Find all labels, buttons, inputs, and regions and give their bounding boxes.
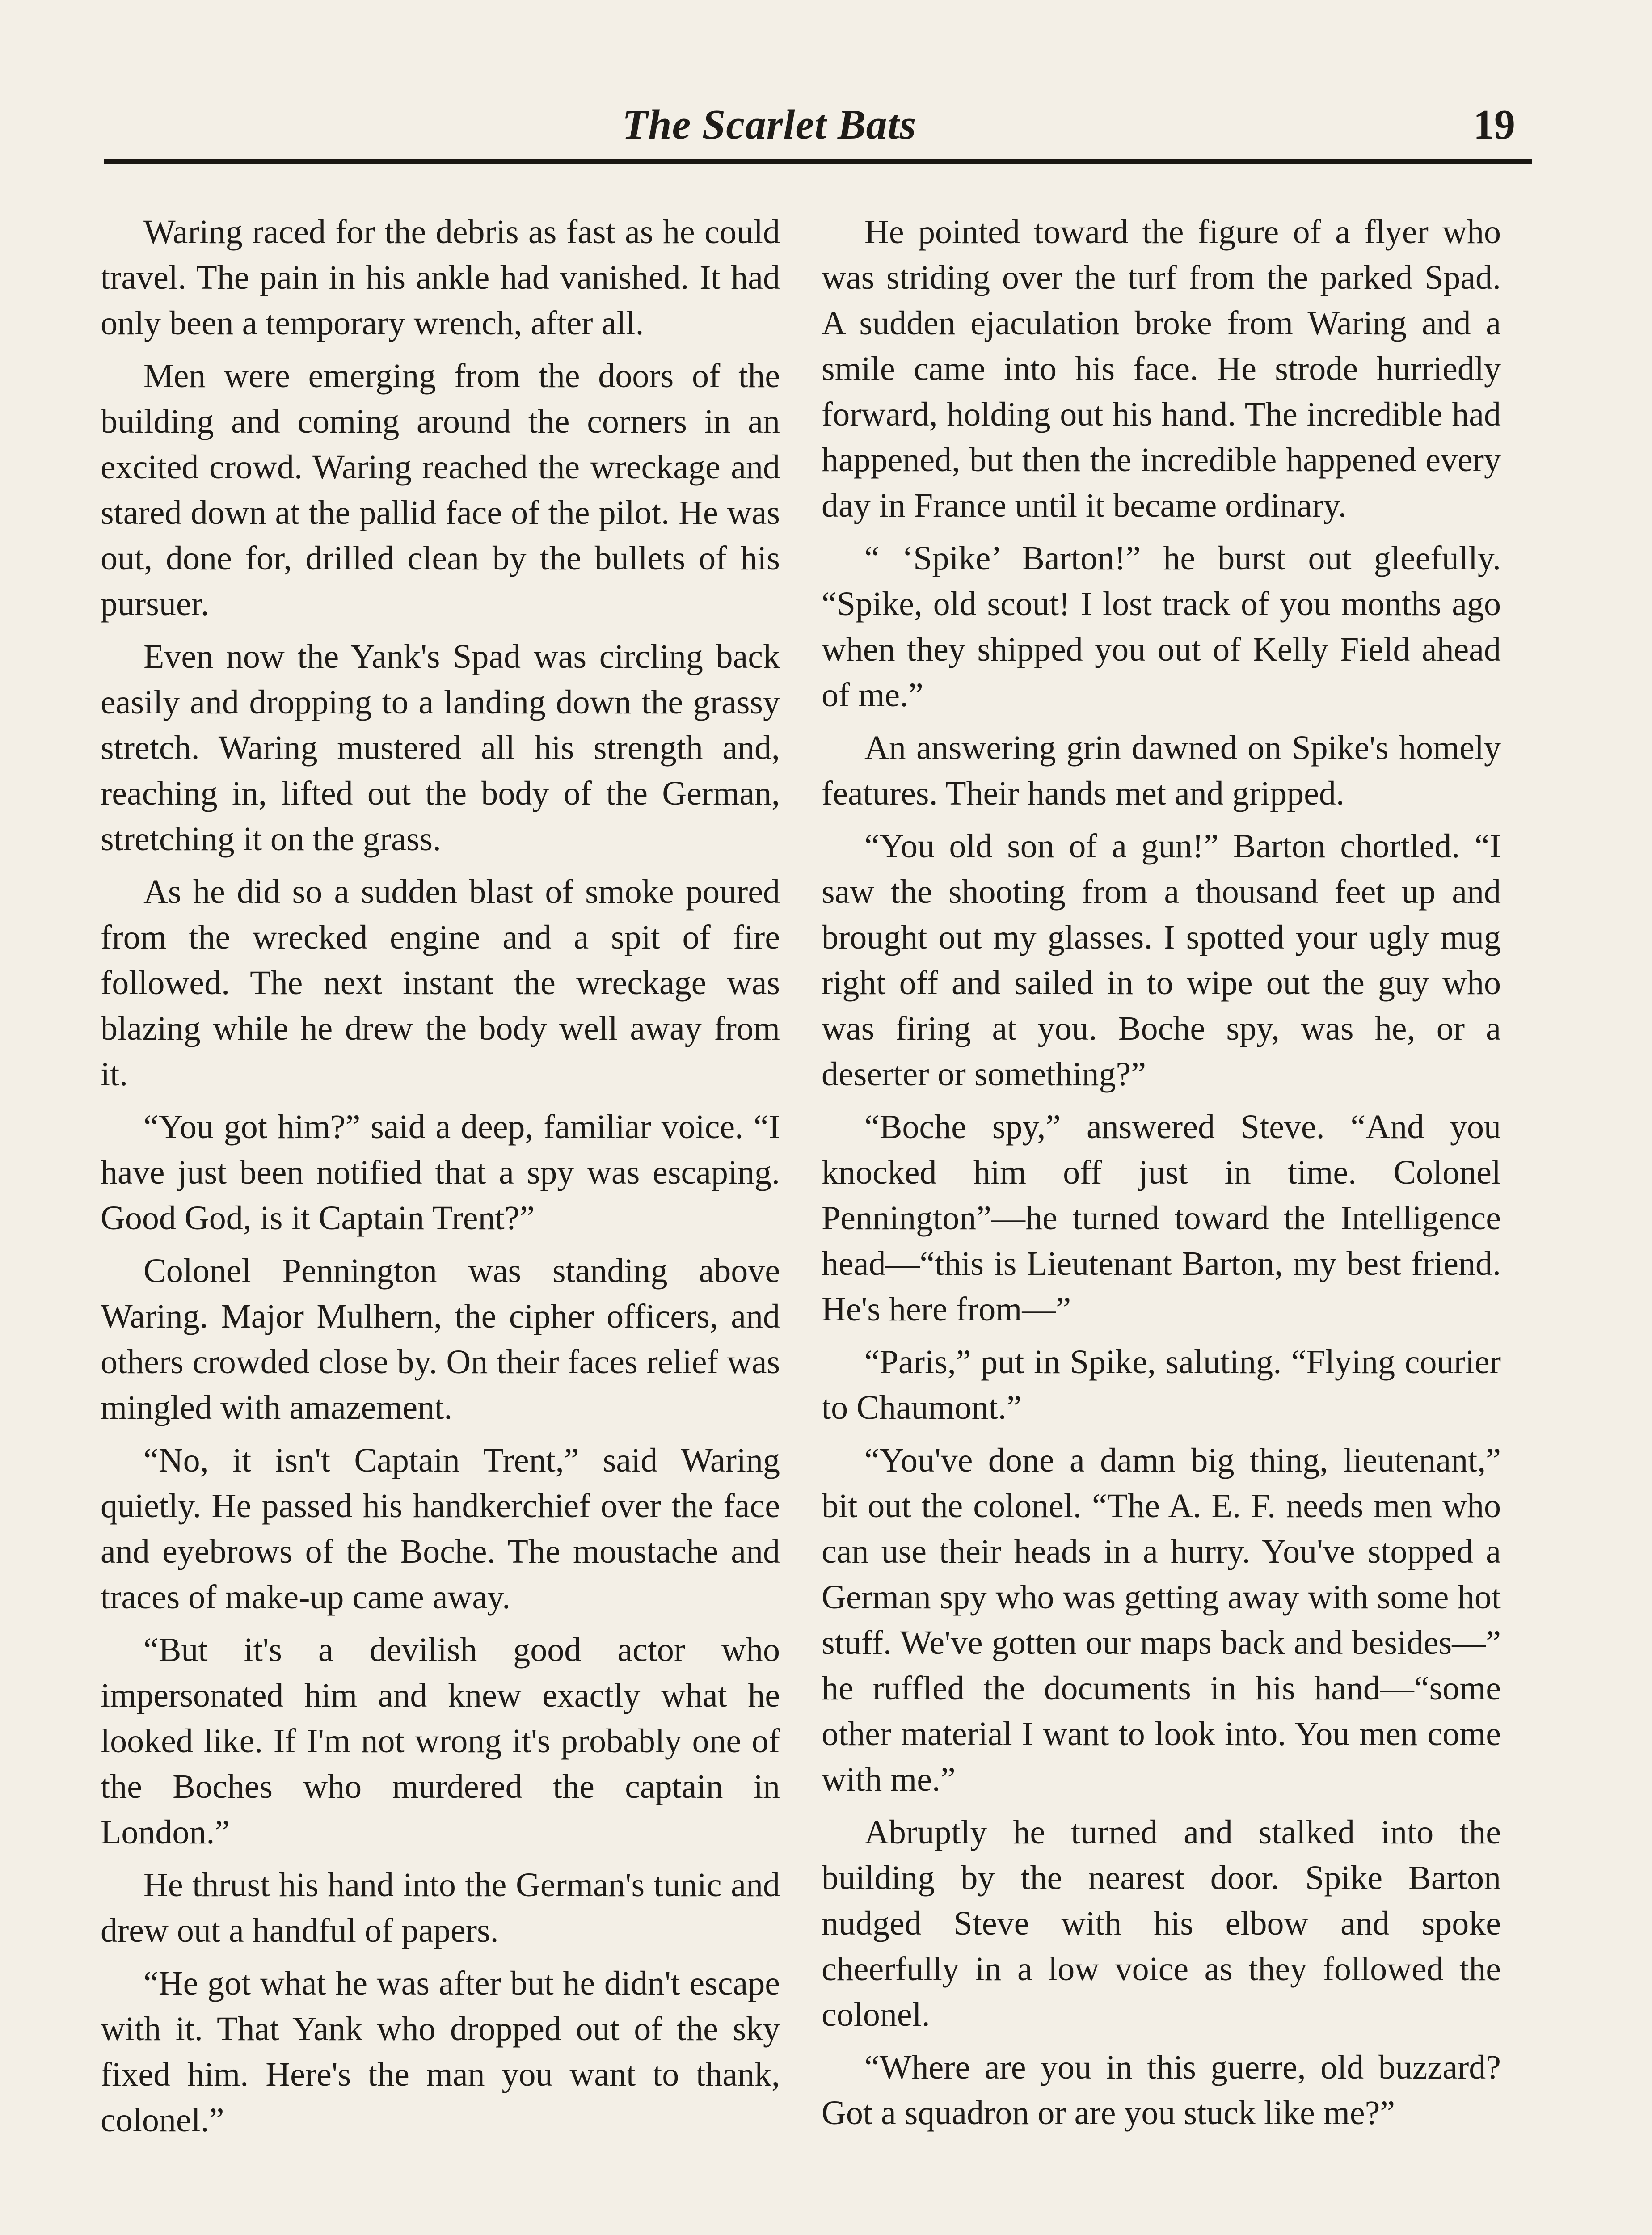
paragraph: “ ‘Spike’ Barton!” he burst out gleefully. “Spike, old scout! I lost track of you months ago when they shipped you out of Kelly Field ahead of me.” xyxy=(822,540,1501,714)
paragraph: Colonel Pennington was standing above Waring. Major Mulhern, the cipher officers, and others crowded close by. On their faces relief was mingled with amazement. xyxy=(101,1252,780,1426)
paragraph: An answering grin dawned on Spike's homely features. Their hands met and gripped. xyxy=(822,729,1501,812)
paragraph: Men were emerging from the doors of the building and coming around the corners in an excited crowd. Waring reached the wreckage and stared down at the pallid face of the pilot. He was out, done for, drilled clean by the bullets of his pursuer. xyxy=(101,357,780,623)
paragraph: “You've done a damn big thing, lieutenant,” bit out the colonel. “The A. E. F. needs men who can use their heads in a hurry. You've stopped a German spy who was getting away with some hot stuff. We've gotten our maps back and besides—” he ruffled the documents in his hand—“some other material I want to look into. You men come with me.” xyxy=(822,1442,1501,1798)
running-title: The Scarlet Bats xyxy=(622,101,917,148)
paragraph: As he did so a sudden blast of smoke poured from the wrecked engine and a spit of fire followed. The next instant the wreckage was blazing while he drew the body well away from it. xyxy=(101,873,780,1093)
right-text-column xyxy=(822,209,1501,2143)
left-text-column xyxy=(101,209,780,2150)
paragraph: “Where are you in this guerre, old buzzard? Got a squadron or are you stuck like me?” xyxy=(822,2049,1501,2132)
paragraph: “But it's a devilish good actor who impersonated him and knew exactly what he looked like. If I'm not wrong it's probably one of the Boches who murdered the captain in London.” xyxy=(101,1631,780,1851)
paragraph: Abruptly he turned and stalked into the building by the nearest door. Spike Barton nudged Steve with his elbow and spoke cheerfully in a low voice as they followed the colonel. xyxy=(822,1813,1501,2033)
page-number: 19 xyxy=(1473,101,1515,148)
paragraph: Waring raced for the debris as fast as he could travel. The pain in his ankle had vanished. It had only been a temporary wrench, after all. xyxy=(101,213,780,342)
running-header xyxy=(104,92,1532,164)
paragraph: “He got what he was after but he didn't escape with it. That Yank who dropped out of the sky fixed him. Here's the man you want to thank, colonel.” xyxy=(101,1965,780,2139)
paragraph: “Paris,” put in Spike, saluting. “Flying courier to Chaumont.” xyxy=(822,1343,1501,1426)
paragraph: He pointed toward the figure of a flyer who was striding over the turf from the parked Spad. A sudden ejaculation broke from Waring and a smile came into his face. He strode hurriedly forward, holding out his hand. The incredible had happened, but then the incredible happened every day in France until it became ordinary. xyxy=(822,213,1501,524)
paragraph: Even now the Yank's Spad was circling back easily and dropping to a landing down the grassy stretch. Waring mustered all his strength and, reaching in, lifted out the body of the German, stretching it on the grass. xyxy=(101,638,780,858)
paragraph: He thrust his hand into the German's tunic and drew out a handful of papers. xyxy=(101,1866,780,1949)
paragraph: “You got him?” said a deep, familiar voice. “I have just been notified that a spy was escaping. Good God, is it Captain Trent?” xyxy=(101,1108,780,1237)
paragraph: “You old son of a gun!” Barton chortled. “I saw the shooting from a thousand feet up and brought out my glasses. I spotted your ugly mug right off and sailed in to wipe out the guy who was firing at you. Boche spy, was he, or a deserter or something?” xyxy=(822,827,1501,1093)
paragraph: “Boche spy,” answered Steve. “And you knocked him off just in time. Colonel Pennington”—he turned toward the Intelligence head—“this is Lieutenant Barton, my best friend. He's here from—” xyxy=(822,1108,1501,1328)
paragraph: “No, it isn't Captain Trent,” said Waring quietly. He passed his handkerchief over the face and eyebrows of the Boche. The moustache and traces of make-up came away. xyxy=(101,1442,780,1616)
